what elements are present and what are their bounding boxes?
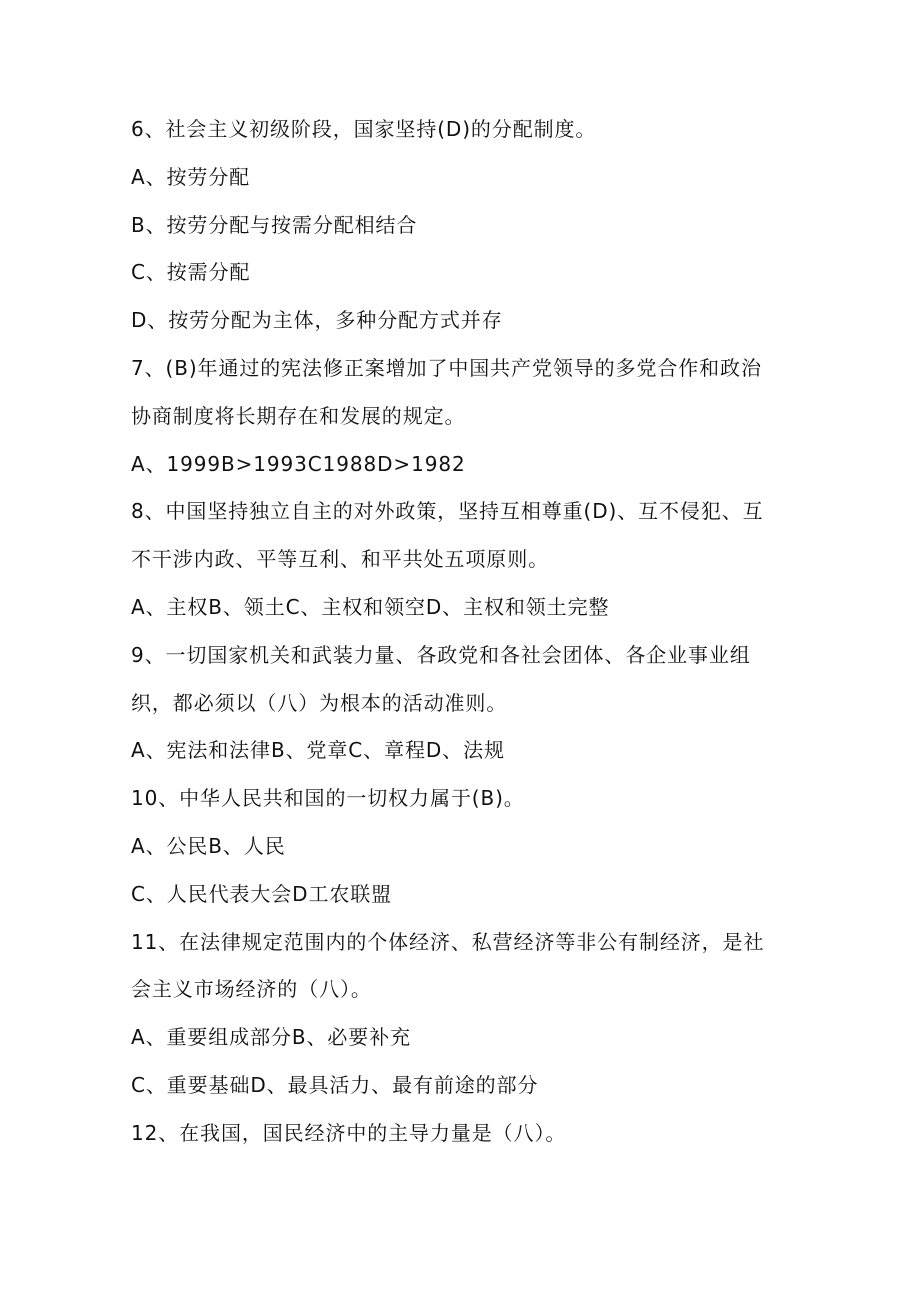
question-10: 10、中华人民共和国的一切权力属于(B)。 bbox=[131, 786, 525, 811]
question-10-options-cd: C、人民代表大会D工农联盟 bbox=[131, 881, 393, 906]
document-body bbox=[131, 106, 791, 1158]
question-11-options-ab: A、重要组成部分B、必要补充 bbox=[131, 1025, 412, 1050]
question-12: 12、在我国，国民经济中的主导力量是（八）。 bbox=[131, 1120, 567, 1145]
question-6: 6、社会主义初级阶段，国家坚持(D)的分配制度。 bbox=[131, 117, 597, 141]
question-6-option-a: A、按劳分配 bbox=[131, 164, 251, 189]
question-10-options-ab: A、公民B、人民 bbox=[131, 833, 286, 858]
question-6-option-d: D、按劳分配为主体，多种分配方式并存 bbox=[131, 308, 503, 333]
question-9-options: A、宪法和法律B、党章C、章程D、法规 bbox=[131, 738, 505, 763]
question-11-line-2: 会主义市场经济的（八）。 bbox=[131, 977, 372, 1002]
question-9-line-1: 9、一切国家机关和武装力量、各政党和各社会团体、各企业事业组 bbox=[131, 642, 751, 667]
question-8-line-2: 不干涉内政、平等互利、和平共处五项原则。 bbox=[131, 547, 549, 572]
question-6-option-c: C、按需分配 bbox=[131, 260, 251, 285]
question-9-line-2: 织，都必须以（八）为根本的活动准则。 bbox=[131, 690, 508, 715]
question-11-line-1: 11、在法律规定范围内的个体经济、私营经济等非公有制经济，是社 bbox=[131, 929, 765, 954]
question-8-line-1: 8、中国坚持独立自主的对外政策，坚持互相尊重(D)、互不侵犯、互 bbox=[131, 499, 764, 524]
question-7-options: A、1999B>1993C1988D>1982 bbox=[131, 451, 466, 476]
question-7-line-2: 协商制度将长期存在和发展的规定。 bbox=[131, 403, 466, 428]
question-8-options: A、主权B、领土C、主权和领空D、主权和领土完整 bbox=[131, 594, 610, 619]
question-11-options-cd: C、重要基础D、最具活力、最有前途的部分 bbox=[131, 1072, 539, 1097]
question-6-option-b: B、按劳分配与按需分配相结合 bbox=[131, 212, 418, 237]
question-7-line-1: 7、(B)年通过的宪法修正案增加了中国共产党领导的多党合作和政治 bbox=[131, 355, 762, 380]
